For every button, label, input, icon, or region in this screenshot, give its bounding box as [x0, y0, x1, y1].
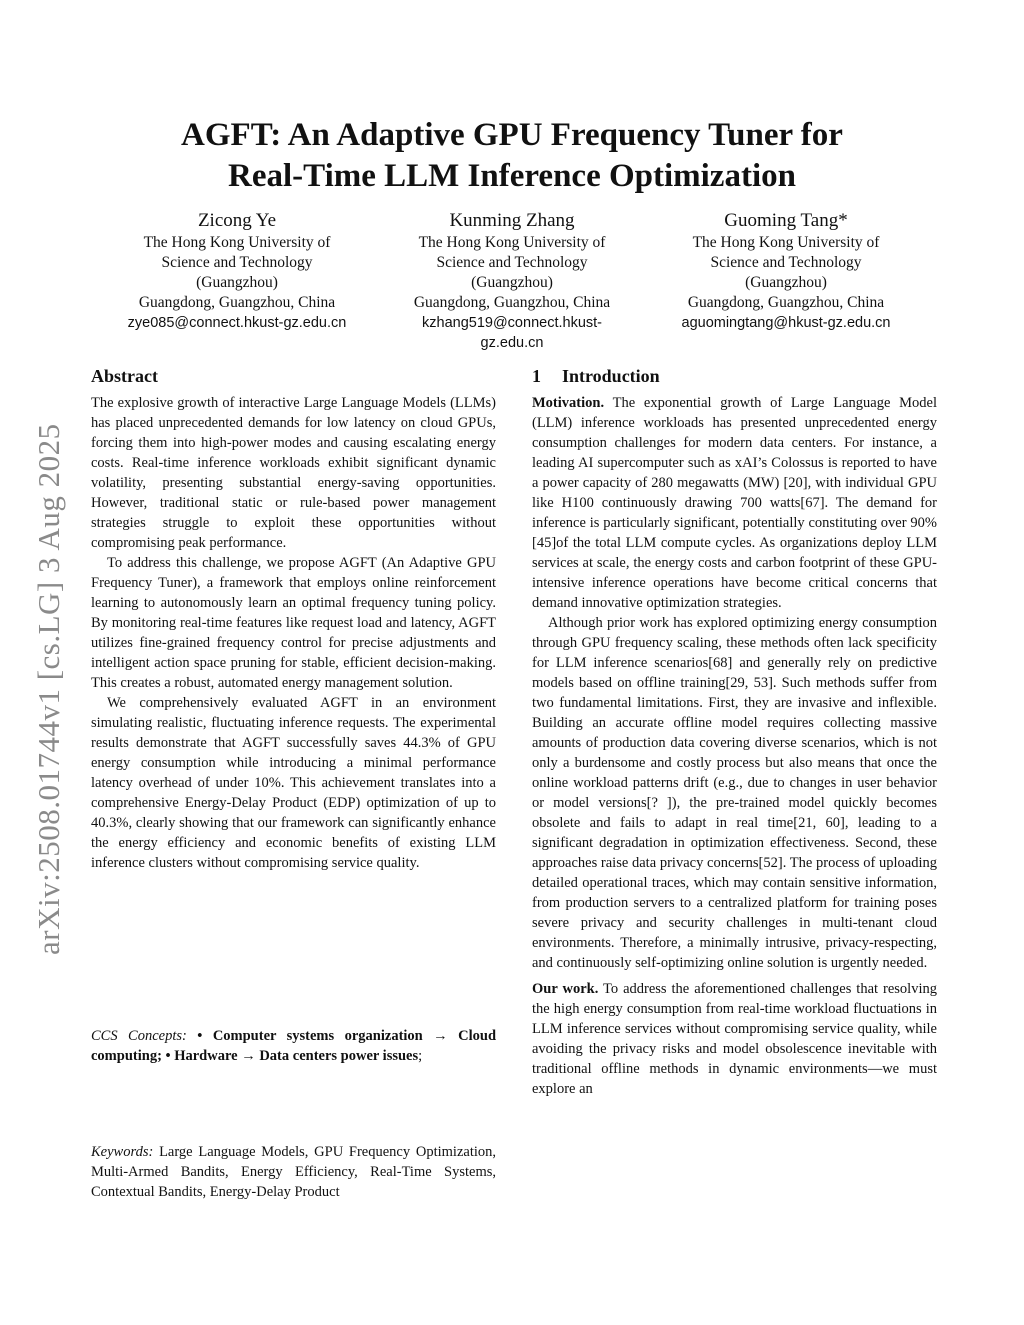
- author-email[interactable]: zye085@connect.hkust-gz.edu.cn: [127, 315, 347, 331]
- keywords-label: Keywords:: [91, 1144, 154, 1160]
- our-work-text: To address the aforementioned challenges that resolving the high energy consumption from real-time workload fluctuations in LLM inference services without compromising service quality, while avoiding the privacy risks and model obsolescence inevitable with traditional offline methods in dynamic environments—we must explore an: [532, 981, 937, 1097]
- section-number: 1: [532, 366, 541, 386]
- author-affiliation-line: Guangdong, Guangzhou, China: [687, 294, 885, 311]
- title-line-2: Real-Time LLM Inference Optimization: [228, 158, 796, 194]
- introduction-column: [532, 363, 937, 1099]
- ccs-concepts: [91, 1026, 496, 1066]
- keywords: [91, 1142, 496, 1202]
- intro-paragraph-2: Although prior work has explored optimizing energy consumption through GPU frequency scaling, these methods often lack specificity for LLM inference scenarios[68] and generally rely on predictive models based on offline training[29, 53]. Such methods suffer from two fundamental limitations. First, they are invasive and inflexible. Building an accurate offline model requires collecting massive amounts of production data covering diverse scenarios, which is not only a burdensome and costly process but also means that once the online workload patterns drift (e.g., due to changes in user behavior or model versions[? ]), the pre-trained model quickly becomes obsolete and fails to adapt in real time[21, 60], leading to a significant degradation in optimization effectiveness. Second, these approaches raise data privacy concerns[52]. The process of uploading detailed operational traces, which may contain sensitive information, from production servers to a centralized platform for training poses severe privacy and security challenges in multi-tenant cloud environments. Therefore, a minimally intrusive, privacy-respecting, and continuously self-optimizing online solution is urgently needed.: [532, 615, 937, 971]
- author-affiliation-line: Guangdong, Guangzhou, China: [138, 294, 336, 311]
- author-email[interactable]: aguomingtang@hkust-gz.edu.cn: [681, 315, 891, 331]
- author-affiliation-line: (Guangzhou): [196, 274, 278, 291]
- author-affiliation-line: Science and Technology: [161, 254, 313, 271]
- author-affiliation-line: The Hong Kong University of: [143, 234, 331, 251]
- author-email[interactable]: kzhang519@connect.hkust-: [422, 315, 602, 331]
- author-affiliation-line: Guangdong, Guangzhou, China: [413, 294, 611, 311]
- author-affiliation-line: (Guangzhou): [745, 274, 827, 291]
- section-title: Introduction: [562, 366, 660, 386]
- author-affiliation-line: The Hong Kong University of: [692, 234, 880, 251]
- author-block-3: [671, 209, 901, 333]
- ccs-tail: ;: [418, 1048, 423, 1064]
- motivation-text: The exponential growth of Large Language Model (LLM) inference workloads has presented unprecedented energy consumption challenges for modern data centers. For instance, a leading AI supercomputer such as xAI’s Colossus is reported to have a power capacity of 280 megawatts (MW) [20], with individual GPU like H100 continuously drawing 700 watts[67]. The demand for inference is particularly significant, potentially constituting over 90% [45]of the total LLM compute cycles. As organizations deploy LLM services at scale, the energy costs and carbon footprint of these GPU-intensive inference operations have become critical concerns that demand innovative optimization strategies.: [532, 395, 937, 611]
- introduction-heading: [532, 363, 937, 389]
- author-affiliation-line: Science and Technology: [436, 254, 588, 271]
- arxiv-identifier: arXiv:2508.01744v1 [cs.LG] 3 Aug 2025: [31, 423, 66, 955]
- author-affiliation-line: (Guangzhou): [471, 274, 553, 291]
- author-name: Kunming Zhang: [449, 210, 575, 231]
- paper-title: [100, 115, 924, 197]
- motivation-paragraph: [532, 393, 937, 613]
- abstract-heading: Abstract: [91, 366, 158, 386]
- author-affiliation-line: The Hong Kong University of: [418, 234, 606, 251]
- keywords-text: Large Language Models, GPU Frequency Optimization, Multi-Armed Bandits, Energy Efficiency, Real-Time Systems, Contextual Bandits, Energy-Delay Product: [91, 1144, 497, 1200]
- author-name: Guoming Tang*: [724, 210, 848, 231]
- author-block-1: [122, 209, 352, 333]
- abstract-paragraph: The explosive growth of interactive Large Language Models (LLMs) has placed unprecedented demands for low latency on cloud GPUs, forcing them into high-power modes and causing escalating energy costs. Real-time inference workloads exhibit significant dynamic volatility, presenting substantial energy-saving opportunities. However, traditional static or rule-based power management strategies struggle to exploit these opportunities without compromising peak performance.: [91, 395, 496, 551]
- motivation-label: Motivation.: [532, 395, 605, 411]
- abstract-paragraph: To address this challenge, we propose AGFT (An Adaptive GPU Frequency Tuner), a framework that employs online reinforcement learning to autonomously learn an optimal frequency tuning policy. By monitoring real-time features like request load and latency, AGFT utilizes fine-grained frequency control for precise adjustments and intelligent action space pruning for stable, efficient decision-making. This creates a robust, automated energy management solution.: [91, 555, 496, 691]
- abstract-column: [91, 363, 496, 873]
- title-line-1: AGFT: An Adaptive GPU Frequency Tuner for: [181, 117, 843, 153]
- author-name: Zicong Ye: [197, 210, 277, 231]
- author-affiliation-line: Science and Technology: [710, 254, 862, 271]
- author-block-2: [397, 209, 627, 353]
- our-work-label: Our work.: [532, 981, 599, 997]
- author-email[interactable]: gz.edu.cn: [480, 335, 544, 351]
- ccs-text: • Computer systems organization → Cloud computing; • Hardware → Data centers power issues: [91, 1028, 497, 1064]
- abstract-paragraph: We comprehensively evaluated AGFT in an environment simulating realistic, fluctuating inference requests. The experimental results demonstrate that AGFT successfully saves 44.3% of GPU energy consumption while introducing a minimal performance latency overhead of under 10%. This achievement translates into a comprehensive Energy-Delay Product (EDP) optimization of up to 40.3%, clearly showing that our framework can significantly enhance the energy efficiency and economic benefits of existing LLM inference clusters without compromising service quality.: [91, 695, 496, 871]
- our-work-paragraph: [532, 979, 937, 1099]
- ccs-label: CCS Concepts:: [91, 1028, 187, 1044]
